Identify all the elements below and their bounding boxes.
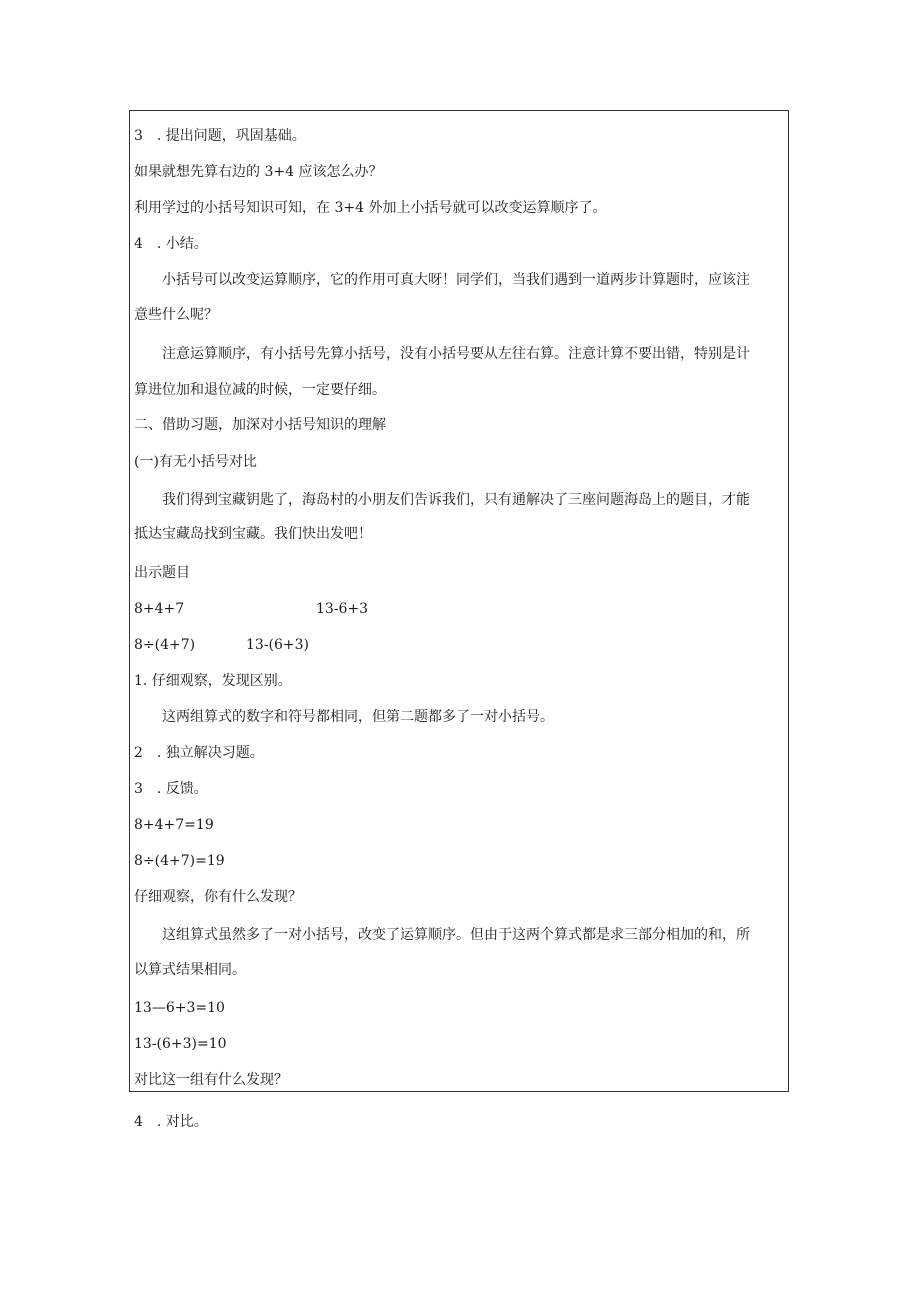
discovery-paragraph-line-1: 这组算式虽然多了一对小括号，改变了运算顺序。但由于这两个算式都是求三部分相加的和，所	[162, 927, 750, 943]
expression-2a: 8÷(4+7)	[134, 637, 196, 653]
section-2-heading: 二、借助习题，加深对小括号知识的理解	[134, 417, 386, 433]
summary-paragraph-line-2: 意些什么呢？	[134, 307, 218, 323]
step-4-heading: 4 . 小结。	[134, 236, 208, 252]
summary-paragraph-line-1: 小括号可以改变运算顺序，它的作用可真大呀！同学们，当我们遇到一道两步计算题时，应该注	[162, 272, 750, 288]
result-2: 8÷(4+7)=19	[134, 853, 225, 869]
observe-explanation: 这两组算式的数字和符号都相同，但第二题都多了一对小括号。	[162, 709, 554, 725]
result-1: 8+4+7=19	[134, 817, 214, 833]
subsection-1-heading: (一)有无小括号对比	[134, 454, 257, 470]
story-paragraph-line-2: 抵达宝藏岛找到宝藏。我们快出发吧！	[134, 526, 372, 542]
step-4-compare-heading: 4 . 对比。	[134, 1114, 208, 1130]
show-problems-label: 出示题目	[134, 565, 190, 581]
expression-1a: 8+4+7	[134, 601, 185, 617]
result-4: 13-(6+3)=10	[134, 1036, 227, 1052]
question-line: 如果就想先算右边的 3+4 应该怎么办？	[134, 164, 383, 180]
observe-step: 1. 仔细观察，发现区别。	[134, 673, 292, 689]
feedback-step: 3 . 反馈。	[134, 781, 208, 797]
expression-1b: 13-6+3	[316, 601, 369, 617]
note-paragraph-line-1: 注意运算顺序，有小括号先算小括号，没有小括号要从左往右算。注意计算不要出错，特别是计	[162, 346, 750, 362]
note-paragraph-line-2: 算进位加和退位减的时候，一定要仔细。	[134, 382, 386, 398]
step-3-heading: 3 . 提出问题，巩固基础。	[134, 128, 306, 144]
compare-question: 对比这一组有什么发现？	[134, 1072, 288, 1088]
discovery-question: 仔细观察，你有什么发现？	[134, 889, 302, 905]
solve-step: 2 . 独立解决习题。	[134, 745, 264, 761]
result-3: 13—6+3=10	[134, 1000, 225, 1016]
answer-line: 利用学过的小括号知识可知，在 3+4 外加上小括号就可以改变运算顺序了。	[134, 200, 607, 216]
discovery-paragraph-line-2: 以算式结果相同。	[134, 962, 246, 978]
expression-2b: 13-(6+3)	[246, 637, 310, 653]
story-paragraph-line-1: 我们得到宝藏钥匙了，海岛村的小朋友们告诉我们，只有通解决了三座问题海岛上的题目，才能	[162, 492, 750, 508]
